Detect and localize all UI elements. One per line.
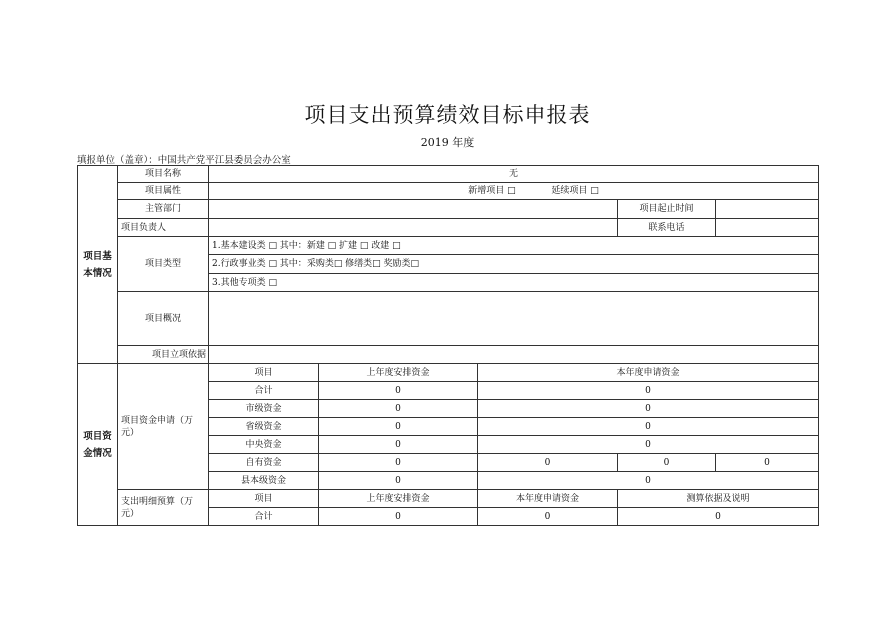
row-funds-header — [78, 364, 819, 382]
row-project-attribute — [78, 183, 819, 200]
cell-item: 省级资金 — [209, 418, 319, 436]
label-project-period: 项目起止时间 — [618, 200, 716, 219]
checkbox-continuing-project[interactable]: 延续项目 □ — [551, 186, 599, 196]
label-project-leader: 项目负责人 — [118, 219, 209, 237]
row-project-type-1 — [78, 237, 819, 255]
header-last-year: 上年度安排资金 — [319, 490, 478, 508]
cell-last-year[interactable]: 0 — [319, 436, 478, 454]
label-funds-apply: 项目资金申请（万元） — [118, 364, 209, 490]
row-project-basis — [78, 346, 819, 364]
project-type-construction[interactable]: 1.基本建设类 □ 其中：新建 □ 扩建 □ 改建 □ — [209, 237, 819, 255]
header-this-year: 本年度申请资金 — [478, 490, 618, 508]
project-type-administrative[interactable]: 2.行政事业类 □ 其中：采购类□ 修缮类□ 奖励类□ — [209, 255, 819, 274]
cell-this-year-a[interactable]: 0 — [478, 454, 618, 472]
cell-item: 合计 — [209, 508, 319, 526]
cell-this-year-c[interactable]: 0 — [716, 454, 819, 472]
cell-last-year[interactable]: 0 — [319, 400, 478, 418]
cell-last-year[interactable]: 0 — [319, 472, 478, 490]
header-this-year: 本年度申请资金 — [478, 364, 819, 382]
header-item: 项目 — [209, 490, 319, 508]
value-contact-phone[interactable] — [716, 219, 819, 237]
cell-last-year[interactable]: 0 — [319, 508, 478, 526]
row-project-overview — [78, 292, 819, 346]
form-year: 2019 年度 — [420, 136, 475, 149]
label-department: 主管部门 — [118, 200, 209, 219]
cell-this-year[interactable]: 0 — [478, 382, 819, 400]
value-project-overview[interactable] — [209, 292, 819, 346]
cell-this-year[interactable]: 0 — [478, 472, 819, 490]
value-project-attribute — [209, 183, 819, 200]
value-project-basis[interactable] — [209, 346, 819, 364]
cell-item: 自有资金 — [209, 454, 319, 472]
checkbox-new-project[interactable]: 新增项目 □ — [468, 186, 516, 196]
reporting-unit: 填报单位（盖章）：中国共产党平江县委员会办公室 — [77, 155, 291, 166]
cell-this-year-b[interactable]: 0 — [618, 454, 716, 472]
section-basic-info: 项目基本情况 — [78, 166, 118, 364]
label-project-type: 项目类型 — [118, 237, 209, 292]
label-contact-phone: 联系电话 — [618, 219, 716, 237]
budget-form-table — [77, 165, 818, 528]
header-last-year: 上年度安排资金 — [319, 364, 478, 382]
cell-last-year[interactable]: 0 — [319, 382, 478, 400]
value-department[interactable] — [209, 200, 618, 219]
cell-this-year[interactable]: 0 — [478, 400, 819, 418]
header-basis: 测算依据及说明 — [618, 490, 819, 508]
cell-basis[interactable]: 0 — [618, 508, 819, 526]
cell-this-year[interactable]: 0 — [478, 436, 819, 454]
row-detail-header — [78, 490, 819, 508]
cell-item: 中央资金 — [209, 436, 319, 454]
cell-this-year[interactable]: 0 — [478, 418, 819, 436]
value-project-leader[interactable] — [209, 219, 618, 237]
row-project-name — [78, 166, 819, 183]
cell-this-year[interactable]: 0 — [478, 508, 618, 526]
label-project-overview: 项目概况 — [118, 292, 209, 346]
header-item: 项目 — [209, 364, 319, 382]
cell-last-year[interactable]: 0 — [319, 418, 478, 436]
row-leader — [78, 219, 819, 237]
cell-item: 市级资金 — [209, 400, 319, 418]
row-department — [78, 200, 819, 219]
form-title: 项目支出预算绩效目标申报表 — [304, 103, 591, 127]
label-project-basis: 项目立项依据 — [118, 346, 209, 364]
cell-last-year[interactable]: 0 — [319, 454, 478, 472]
project-type-other[interactable]: 3.其他专项类 □ — [209, 274, 819, 292]
label-detail-budget: 支出明细预算（万元） — [118, 490, 209, 526]
value-project-period[interactable] — [716, 200, 819, 219]
value-project-name[interactable]: 无 — [209, 166, 819, 183]
label-project-attribute: 项目属性 — [118, 183, 209, 200]
label-project-name: 项目名称 — [118, 166, 209, 183]
cell-item: 县本级资金 — [209, 472, 319, 490]
cell-item: 合计 — [209, 382, 319, 400]
section-funds-info: 项目资金情况 — [78, 364, 118, 526]
